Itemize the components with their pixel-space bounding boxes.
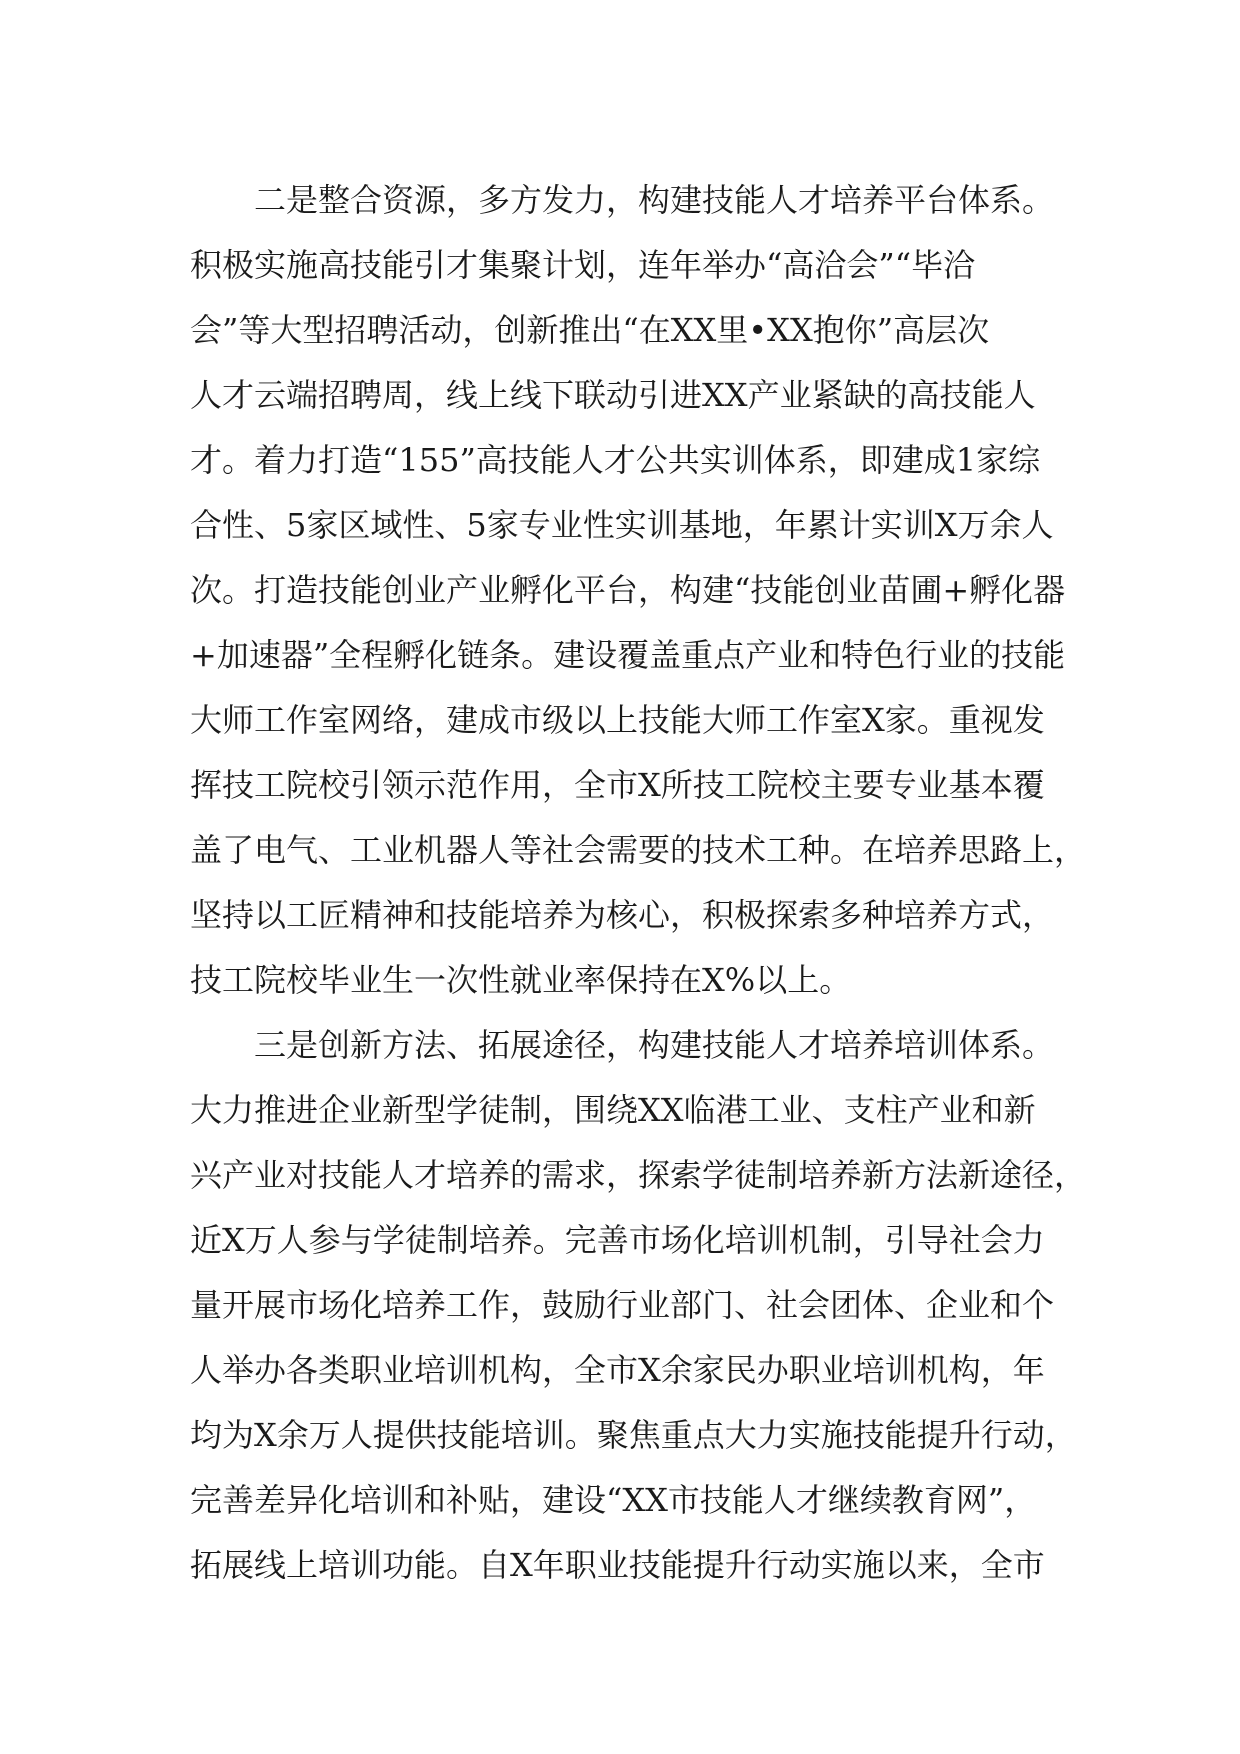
text-line: 人举办各类职业培训机构，全市X余家民办职业培训机构，年 xyxy=(190,1351,1045,1389)
text-line: 均为X余万人提供技能培训。聚焦重点大力实施技能提升行动， xyxy=(190,1416,1077,1454)
text-line: 次。打造技能创业产业孵化平台，构建“技能创业苗圃+孵化器 xyxy=(190,571,1066,609)
text-line: 大力推进企业新型学徒制，围绕XX临港工业、支柱产业和新 xyxy=(190,1091,1036,1129)
text-line: 三是创新方法、拓展途径，构建技能人才培养培训体系。 xyxy=(254,1026,1055,1064)
text-line: 会”等大型招聘活动，创新推出“在XX里•XX抱你”高层次 xyxy=(190,311,990,349)
paragraph-1 xyxy=(190,168,1090,1013)
text-line: 完善差异化培训和补贴，建设“XX市技能人才继续教育网”， xyxy=(190,1481,1037,1519)
text-line: 人才云端招聘周，线上线下联动引进XX产业紧缺的高技能人 xyxy=(190,376,1036,414)
text-line: 量开展市场化培养工作，鼓励行业部门、社会团体、企业和个 xyxy=(190,1286,1055,1324)
text-line: 坚持以工匠精神和技能培养为核心，积极探索多种培养方式， xyxy=(190,896,1055,934)
text-line: 近X万人参与学徒制培养。完善市场化培训机制，引导社会力 xyxy=(190,1221,1045,1259)
text-line: 合性、5家区域性、5家专业性实训基地，年累计实训X万余人 xyxy=(190,506,1054,544)
text-line: 技工院校毕业生一次性就业率保持在X%以上。 xyxy=(190,961,852,999)
text-line: 挥技工院校引领示范作用，全市X所技工院校主要专业基本覆 xyxy=(190,766,1045,804)
text-line: 拓展线上培训功能。自X年职业技能提升行动实施以来，全市 xyxy=(190,1546,1045,1584)
paragraph-2 xyxy=(190,1013,1090,1598)
document-page xyxy=(190,168,1090,1598)
text-line: 二是整合资源，多方发力，构建技能人才培养平台体系。 xyxy=(254,181,1055,219)
text-line: +加速器”全程孵化链条。建设覆盖重点产业和特色行业的技能 xyxy=(190,636,1066,674)
text-line: 兴产业对技能人才培养的需求，探索学徒制培养新方法新途径， xyxy=(190,1156,1087,1194)
text-line: 大师工作室网络，建成市级以上技能大师工作室X家。重视发 xyxy=(190,701,1045,739)
text-line: 积极实施高技能引才集聚计划，连年举办“高洽会”“毕洽 xyxy=(190,246,976,284)
text-line: 盖了电气、工业机器人等社会需要的技术工种。在培养思路上， xyxy=(190,831,1087,869)
text-line: 才。着力打造“155”高技能人才公共实训体系，即建成1家综 xyxy=(190,441,1041,479)
